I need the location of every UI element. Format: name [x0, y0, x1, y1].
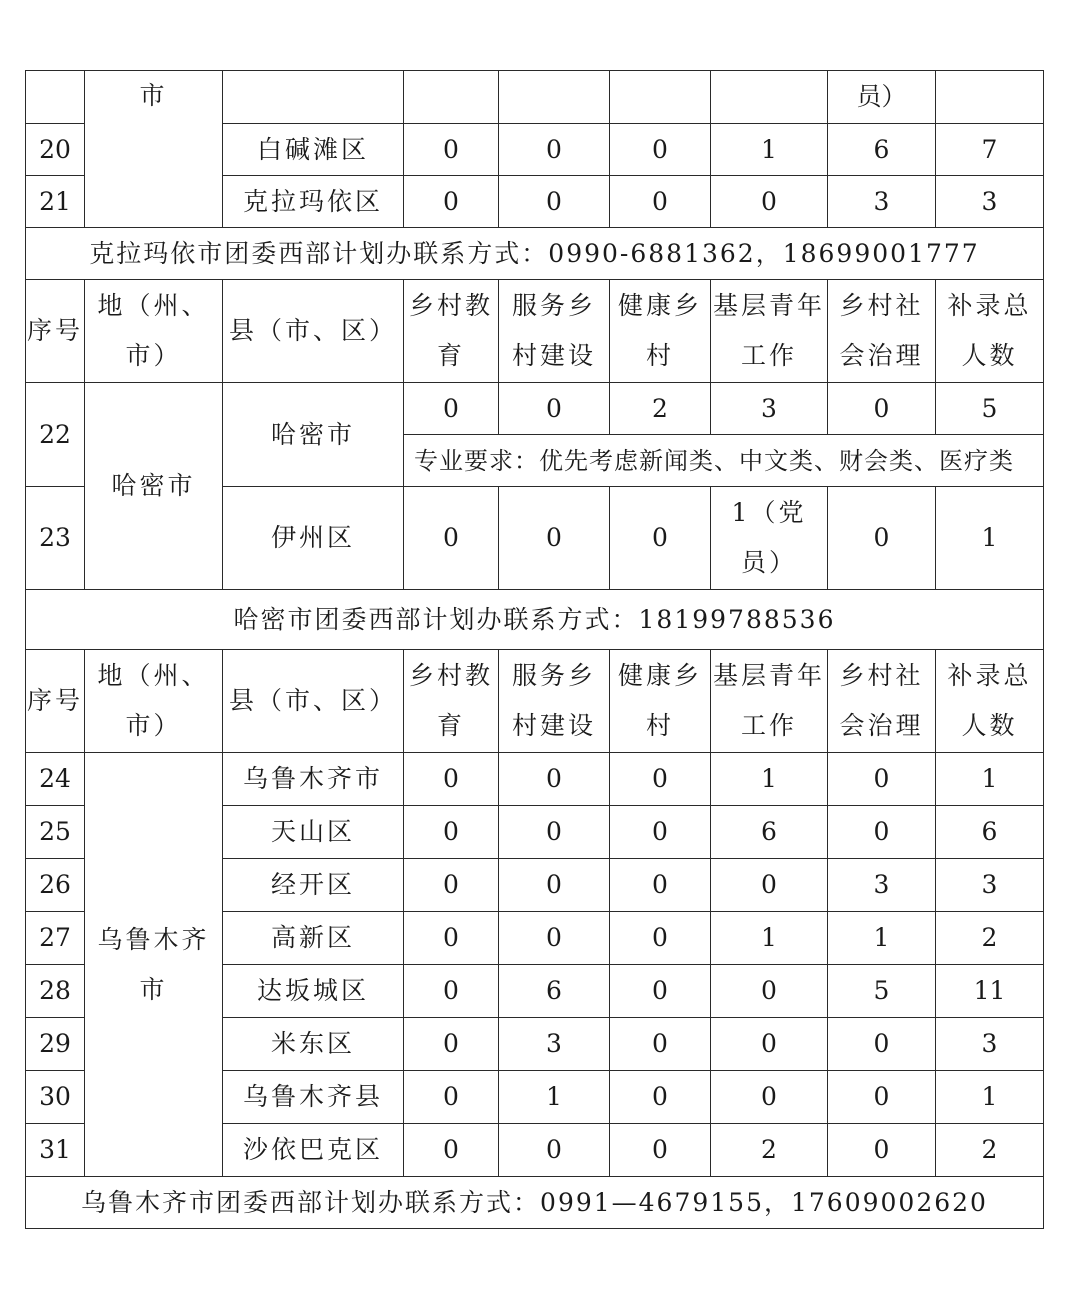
social-governance: 0 [828, 1124, 936, 1177]
total: 2 [936, 912, 1044, 965]
header-healthy-village: 健康乡村 [610, 650, 711, 753]
healthy-village: 0 [610, 806, 711, 859]
rural-construction: 0 [499, 176, 610, 228]
rural-construction: 6 [499, 965, 610, 1018]
youth-work: 1 [711, 753, 828, 806]
header-no: 序号 [26, 280, 85, 383]
row-number: 24 [26, 753, 85, 806]
header-youth-work: 基层青年工作 [711, 650, 828, 753]
total: 1 [936, 753, 1044, 806]
youth-work: 0 [711, 176, 828, 228]
table-row [26, 383, 1044, 435]
social-governance: 1 [828, 912, 936, 965]
healthy-village: 2 [610, 383, 711, 435]
contact-row [26, 228, 1044, 280]
row-number: 20 [26, 124, 85, 176]
contact-row [26, 590, 1044, 650]
note-tail-cell [828, 71, 936, 124]
county-name: 米东区 [223, 1018, 404, 1071]
social-governance: 6 [828, 124, 936, 176]
rural-education: 0 [404, 965, 499, 1018]
rural-education: 0 [404, 806, 499, 859]
cell-empty [610, 71, 711, 124]
contact-karamay: 克拉玛依市团委西部计划办联系方式：0990-6881362，18699001777 [26, 228, 1044, 280]
rural-construction: 1 [499, 1071, 610, 1124]
rural-education: 0 [404, 487, 499, 590]
social-governance: 0 [828, 487, 936, 590]
county-name: 哈密市 [223, 383, 404, 487]
header-rural-construction: 服务乡村建设 [499, 650, 610, 753]
rural-construction: 0 [499, 124, 610, 176]
cell-empty [936, 71, 1044, 124]
region-tail: 市 [139, 81, 168, 110]
total: 6 [936, 806, 1044, 859]
row-number: 21 [26, 176, 85, 228]
row-number: 27 [26, 912, 85, 965]
healthy-village: 0 [610, 1018, 711, 1071]
county-name: 乌鲁木齐市 [223, 753, 404, 806]
header-social-governance: 乡村社会治理 [828, 650, 936, 753]
note-tail: 员） [856, 82, 907, 111]
county-name: 乌鲁木齐县 [223, 1071, 404, 1124]
contact-row [26, 1177, 1044, 1229]
rural-construction: 0 [499, 383, 610, 435]
header-healthy-village: 健康乡村 [610, 280, 711, 383]
contact-urumqi: 乌鲁木齐市团委西部计划办联系方式：0991—4679155，17609002620 [26, 1177, 1044, 1229]
total: 3 [936, 859, 1044, 912]
recruitment-table [25, 70, 1044, 1229]
social-governance: 0 [828, 1018, 936, 1071]
rural-education: 0 [404, 1071, 499, 1124]
cell-empty [404, 71, 499, 124]
header-rural-education: 乡村教育 [404, 650, 499, 753]
social-governance: 3 [828, 859, 936, 912]
row-number: 30 [26, 1071, 85, 1124]
row-number: 23 [26, 487, 85, 590]
rural-construction: 0 [499, 1124, 610, 1177]
total: 1 [936, 1071, 1044, 1124]
header-row [26, 280, 1044, 383]
healthy-village: 0 [610, 859, 711, 912]
rural-construction: 0 [499, 859, 610, 912]
county-name: 经开区 [223, 859, 404, 912]
youth-work: 0 [711, 1071, 828, 1124]
cell-empty [26, 71, 85, 124]
social-governance: 5 [828, 965, 936, 1018]
healthy-village: 0 [610, 965, 711, 1018]
header-total: 补录总人数 [936, 650, 1044, 753]
cell-empty [223, 71, 404, 124]
youth-work: 2 [711, 1124, 828, 1177]
rural-construction: 0 [499, 487, 610, 590]
row-number: 29 [26, 1018, 85, 1071]
major-requirement-note: 专业要求：优先考虑新闻类、中文类、财会类、医疗类 [404, 435, 1044, 487]
healthy-village: 0 [610, 1124, 711, 1177]
rural-education: 0 [404, 124, 499, 176]
rural-construction: 3 [499, 1018, 610, 1071]
healthy-village: 0 [610, 176, 711, 228]
header-county: 县（市、区） [223, 280, 404, 383]
rural-education: 0 [404, 1018, 499, 1071]
youth-work: 0 [711, 859, 828, 912]
county-name: 达坂城区 [223, 965, 404, 1018]
social-governance: 3 [828, 176, 936, 228]
rural-education: 0 [404, 383, 499, 435]
healthy-village: 0 [610, 912, 711, 965]
header-rural-construction: 服务乡村建设 [499, 280, 610, 383]
row-number: 25 [26, 806, 85, 859]
row-number: 22 [26, 383, 85, 487]
header-region: 地（州、市） [85, 280, 223, 383]
county-name: 高新区 [223, 912, 404, 965]
total: 3 [936, 1018, 1044, 1071]
youth-work: 1 [711, 124, 828, 176]
contact-hami: 哈密市团委西部计划办联系方式：18199788536 [26, 590, 1044, 650]
rural-education: 0 [404, 859, 499, 912]
county-name: 克拉玛依区 [223, 176, 404, 228]
county-name: 沙依巴克区 [223, 1124, 404, 1177]
rural-education: 0 [404, 176, 499, 228]
header-no: 序号 [26, 650, 85, 753]
row-number: 28 [26, 965, 85, 1018]
rural-education: 0 [404, 1124, 499, 1177]
rural-construction: 0 [499, 912, 610, 965]
youth-work: 1（党员） [711, 487, 828, 590]
youth-work: 0 [711, 1018, 828, 1071]
healthy-village: 0 [610, 1071, 711, 1124]
header-county: 县（市、区） [223, 650, 404, 753]
total: 11 [936, 965, 1044, 1018]
region-cell: 哈密市 [85, 383, 223, 590]
healthy-village: 0 [610, 487, 711, 590]
table-row [26, 753, 1044, 806]
header-region: 地（州、市） [85, 650, 223, 753]
total: 3 [936, 176, 1044, 228]
cell-empty [711, 71, 828, 124]
header-youth-work: 基层青年工作 [711, 280, 828, 383]
youth-work: 6 [711, 806, 828, 859]
header-rural-education: 乡村教育 [404, 280, 499, 383]
total: 1 [936, 487, 1044, 590]
region-cell: 乌鲁木齐市 [85, 753, 223, 1177]
row-number: 26 [26, 859, 85, 912]
youth-work: 1 [711, 912, 828, 965]
header-row [26, 650, 1044, 753]
total: 5 [936, 383, 1044, 435]
social-governance: 0 [828, 383, 936, 435]
rural-construction: 0 [499, 753, 610, 806]
youth-work: 0 [711, 965, 828, 1018]
region-cell [85, 71, 223, 228]
county-name: 白碱滩区 [223, 124, 404, 176]
table-row [26, 71, 1044, 124]
social-governance: 0 [828, 806, 936, 859]
total: 7 [936, 124, 1044, 176]
header-social-governance: 乡村社会治理 [828, 280, 936, 383]
county-name: 天山区 [223, 806, 404, 859]
social-governance: 0 [828, 753, 936, 806]
rural-education: 0 [404, 753, 499, 806]
healthy-village: 0 [610, 753, 711, 806]
row-number: 31 [26, 1124, 85, 1177]
header-total: 补录总人数 [936, 280, 1044, 383]
rural-construction: 0 [499, 806, 610, 859]
total: 2 [936, 1124, 1044, 1177]
cell-empty [499, 71, 610, 124]
social-governance: 0 [828, 1071, 936, 1124]
healthy-village: 0 [610, 124, 711, 176]
rural-education: 0 [404, 912, 499, 965]
youth-work: 3 [711, 383, 828, 435]
county-name: 伊州区 [223, 487, 404, 590]
